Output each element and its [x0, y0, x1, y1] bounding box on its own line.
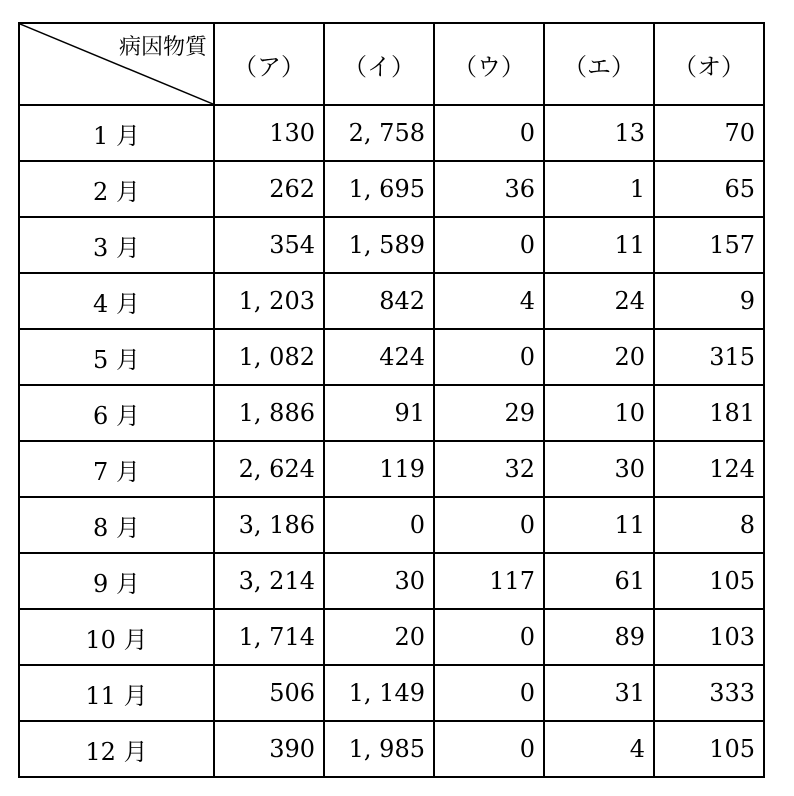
table-row [19, 497, 764, 553]
value-cell-a: 262 [214, 161, 324, 217]
value-cell-e: 30 [544, 441, 654, 497]
value-cell-o: 105 [654, 553, 764, 609]
month-label-cell: 12 月 [19, 721, 214, 777]
table-row [19, 385, 764, 441]
value-cell-a: 1, 203 [214, 273, 324, 329]
month-label-cell: 7 月 [19, 441, 214, 497]
value-cell-u: 36 [434, 161, 544, 217]
value-cell-e: 61 [544, 553, 654, 609]
column-header-i: （イ） [324, 23, 434, 105]
month-label-cell: 1 月 [19, 105, 214, 161]
value-cell-e: 10 [544, 385, 654, 441]
value-cell-e: 31 [544, 665, 654, 721]
value-cell-o: 65 [654, 161, 764, 217]
value-cell-a: 1, 082 [214, 329, 324, 385]
column-header-o: （オ） [654, 23, 764, 105]
value-cell-u: 32 [434, 441, 544, 497]
value-cell-e: 13 [544, 105, 654, 161]
value-cell-i: 30 [324, 553, 434, 609]
value-cell-i: 1, 695 [324, 161, 434, 217]
table-row [19, 665, 764, 721]
value-cell-e: 4 [544, 721, 654, 777]
value-cell-e: 89 [544, 609, 654, 665]
month-label-cell: 2 月 [19, 161, 214, 217]
value-cell-a: 3, 186 [214, 497, 324, 553]
table-row [19, 329, 764, 385]
value-cell-i: 119 [324, 441, 434, 497]
value-cell-o: 181 [654, 385, 764, 441]
table-row [19, 161, 764, 217]
value-cell-i: 20 [324, 609, 434, 665]
value-cell-u: 0 [434, 665, 544, 721]
value-cell-a: 506 [214, 665, 324, 721]
value-cell-i: 842 [324, 273, 434, 329]
table-row [19, 609, 764, 665]
value-cell-i: 1, 985 [324, 721, 434, 777]
month-label-cell: 8 月 [19, 497, 214, 553]
table-row [19, 553, 764, 609]
table-row [19, 721, 764, 777]
column-header-e: （エ） [544, 23, 654, 105]
month-label-cell: 5 月 [19, 329, 214, 385]
value-cell-a: 2, 624 [214, 441, 324, 497]
month-label-cell: 9 月 [19, 553, 214, 609]
column-header-u: （ウ） [434, 23, 544, 105]
value-cell-i: 1, 589 [324, 217, 434, 273]
value-cell-u: 0 [434, 329, 544, 385]
value-cell-e: 20 [544, 329, 654, 385]
value-cell-e: 24 [544, 273, 654, 329]
value-cell-u: 4 [434, 273, 544, 329]
value-cell-u: 0 [434, 217, 544, 273]
value-cell-u: 0 [434, 105, 544, 161]
value-cell-o: 70 [654, 105, 764, 161]
value-cell-i: 2, 758 [324, 105, 434, 161]
table-body [19, 105, 764, 777]
value-cell-i: 424 [324, 329, 434, 385]
value-cell-a: 1, 886 [214, 385, 324, 441]
month-label-cell: 10 月 [19, 609, 214, 665]
value-cell-i: 0 [324, 497, 434, 553]
value-cell-u: 29 [434, 385, 544, 441]
table-row [19, 105, 764, 161]
column-header-a: （ア） [214, 23, 324, 105]
value-cell-o: 9 [654, 273, 764, 329]
month-label-cell: 4 月 [19, 273, 214, 329]
value-cell-o: 105 [654, 721, 764, 777]
corner-label: 病因物質 [118, 35, 207, 60]
data-table [18, 22, 765, 778]
header-row [19, 23, 764, 105]
value-cell-i: 91 [324, 385, 434, 441]
value-cell-o: 333 [654, 665, 764, 721]
value-cell-a: 3, 214 [214, 553, 324, 609]
month-label-cell: 3 月 [19, 217, 214, 273]
value-cell-e: 11 [544, 217, 654, 273]
value-cell-a: 1, 714 [214, 609, 324, 665]
table-row [19, 273, 764, 329]
value-cell-i: 1, 149 [324, 665, 434, 721]
value-cell-o: 8 [654, 497, 764, 553]
month-label-cell: 11 月 [19, 665, 214, 721]
value-cell-a: 354 [214, 217, 324, 273]
value-cell-u: 0 [434, 609, 544, 665]
value-cell-u: 0 [434, 497, 544, 553]
value-cell-o: 103 [654, 609, 764, 665]
table-row [19, 441, 764, 497]
value-cell-o: 157 [654, 217, 764, 273]
value-cell-a: 130 [214, 105, 324, 161]
table-row [19, 217, 764, 273]
corner-header-cell [19, 23, 214, 105]
value-cell-u: 0 [434, 721, 544, 777]
value-cell-a: 390 [214, 721, 324, 777]
value-cell-u: 117 [434, 553, 544, 609]
value-cell-o: 315 [654, 329, 764, 385]
value-cell-o: 124 [654, 441, 764, 497]
month-label-cell: 6 月 [19, 385, 214, 441]
value-cell-e: 11 [544, 497, 654, 553]
value-cell-e: 1 [544, 161, 654, 217]
